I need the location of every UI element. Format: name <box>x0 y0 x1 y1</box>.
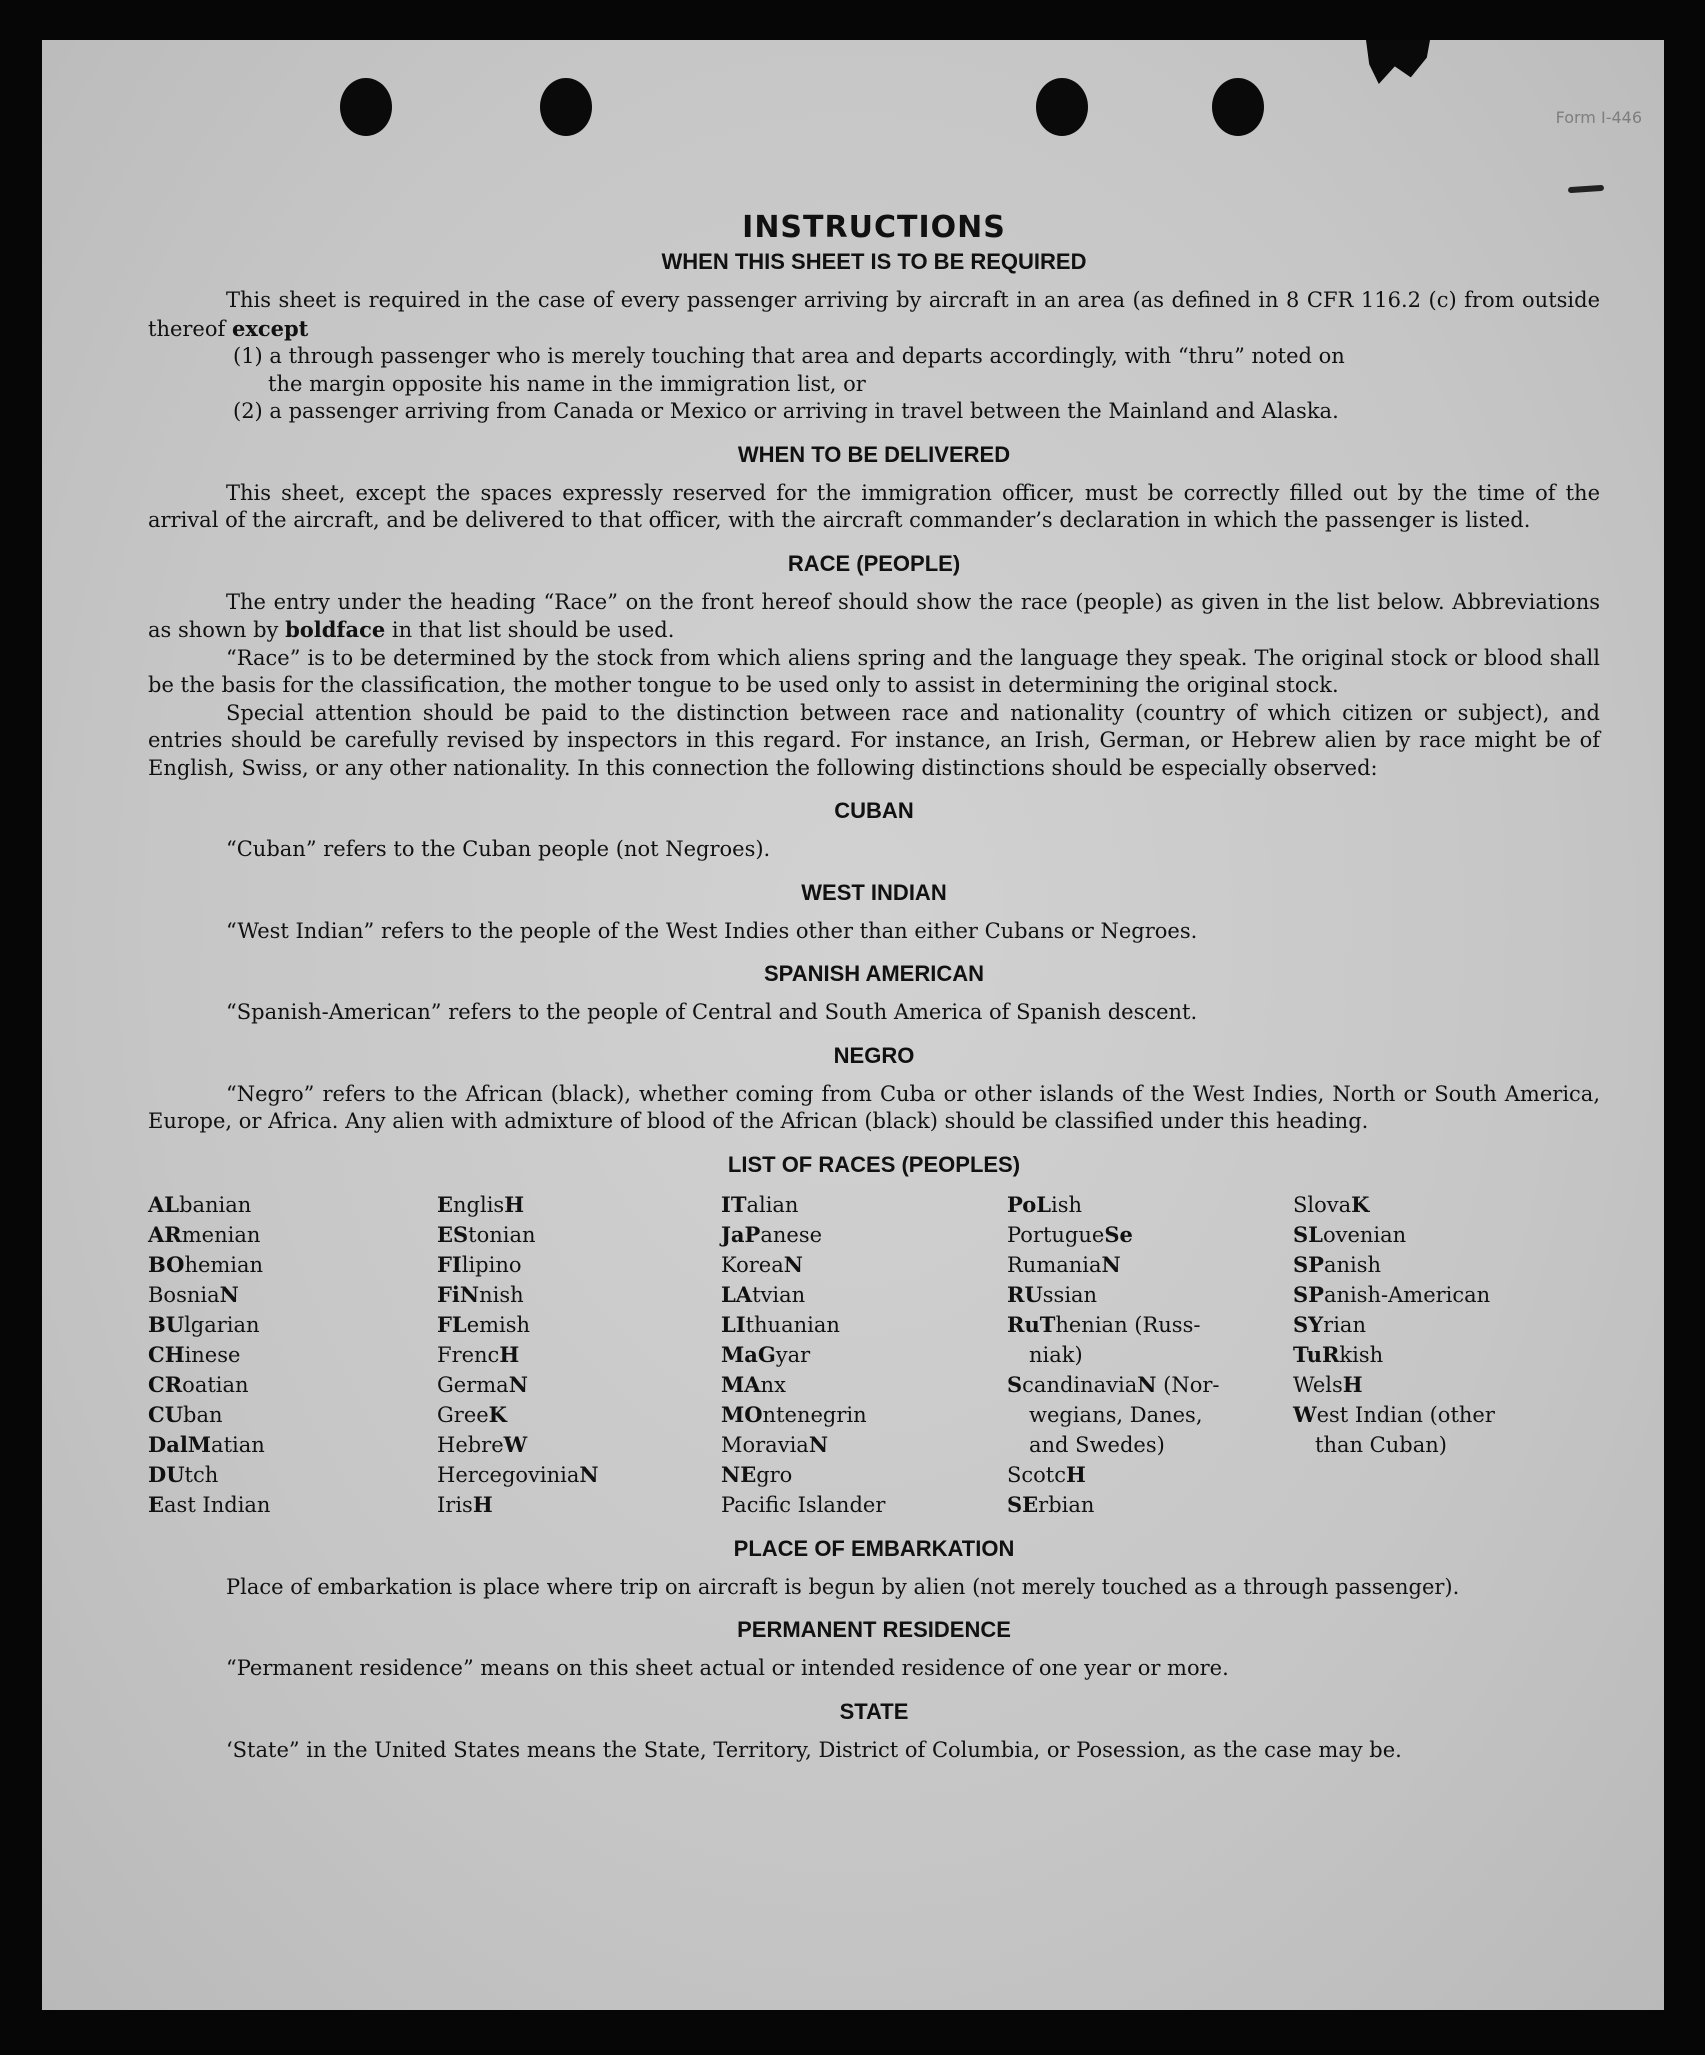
race-entry: ARmenian <box>148 1221 261 1247</box>
exception-item-1-cont: the margin opposite his name in the immigration list, or <box>268 371 866 396</box>
heading-negro: NEGRO <box>833 1042 915 1068</box>
race-entry: SErbian <box>1007 1491 1095 1517</box>
race-column <box>1293 1190 1593 1520</box>
race-entry: FiNnish <box>437 1281 524 1307</box>
instructions-content <box>148 210 1600 1764</box>
heading-residence: PERMANENT RESIDENCE <box>737 1617 1011 1642</box>
race-entry: MOntenegrin <box>721 1401 867 1427</box>
race-entry: RumaniaN <box>1007 1251 1121 1277</box>
race-entry: GermaN <box>437 1371 528 1397</box>
race-entry: SlovaK <box>1293 1191 1370 1217</box>
paragraph-when-required: This sheet is required in the case of every passenger arriving by aircraft in an area (as defined in 8 CFR 116.2 (c) from outside thereof except <box>148 288 1600 341</box>
race-entry: EStonian <box>437 1221 536 1247</box>
race-column <box>1007 1190 1293 1520</box>
race-entry: RuThenian (Russ- niak) <box>1007 1311 1201 1367</box>
exception-item-1: (1) a through passenger who is merely touching that area and departs accordingly, with “thru” noted on <box>233 344 1345 368</box>
race-entry: FrencH <box>437 1341 520 1367</box>
race-entry: IrisH <box>437 1491 493 1517</box>
heading-when-delivered: WHEN TO BE DELIVERED <box>737 441 1011 467</box>
paragraph-race-3: Special attention should be paid to the distinction between race and nationality (country of which citizen or subject), and entries should be carefully revised by inspectors in this regard. For instance, an Irish, German, or Hebrew alien by race might be of English, Swiss, or any other nationality. In this connection the following distinctions should be especially observed: <box>148 700 1600 780</box>
race-entry: SPanish-American <box>1293 1281 1491 1307</box>
race-entry: WelsH <box>1293 1371 1363 1397</box>
race-entry: ScandinaviaN (Nor- wegians, Danes, and Swedes) <box>1007 1371 1220 1457</box>
form-number: Form I-446 <box>1555 108 1642 127</box>
punch-hole <box>1036 78 1088 136</box>
race-entry: LAtvian <box>721 1281 806 1307</box>
race-entry: SLovenian <box>1293 1221 1407 1247</box>
heading-spanish-american: SPANISH AMERICAN <box>763 961 984 986</box>
pen-mark <box>1568 185 1604 193</box>
race-entry: CRoatian <box>148 1371 249 1397</box>
race-column <box>437 1190 721 1520</box>
race-entry: ALbanian <box>148 1191 252 1217</box>
race-entry: ITalian <box>721 1191 799 1217</box>
paragraph-residence: “Permanent residence” means on this sheet actual or intended residence of one year or more. <box>226 1656 1229 1680</box>
race-entry: MAnx <box>721 1371 786 1397</box>
heading-when-required: WHEN THIS SHEET IS TO BE REQUIRED <box>661 249 1087 274</box>
race-entry: LIthuanian <box>721 1311 840 1337</box>
race-entry: BOhemian <box>148 1251 264 1277</box>
race-entry: DalMatian <box>148 1431 265 1457</box>
heading-race: RACE (PEOPLE) <box>787 550 961 576</box>
heading-west-indian: WEST INDIAN <box>801 879 947 905</box>
race-entry: MoraviaN <box>721 1431 829 1457</box>
punch-hole <box>540 78 592 136</box>
race-entry: RUssian <box>1007 1281 1098 1307</box>
heading-state: STATE <box>839 1698 909 1724</box>
document-sheet <box>42 40 1664 2010</box>
paragraph-race-2: “Race” is to be determined by the stock from which aliens spring and the language they speak. The original stock or blood shall be the basis for the classification, the mother tongue to be used only to assist in determining the original stock. <box>148 645 1600 697</box>
heading-cuban: CUBAN <box>834 798 914 823</box>
race-list <box>148 1190 1600 1520</box>
race-entry: EnglisH <box>437 1191 525 1217</box>
paragraph-embarkation: Place of embarkation is place where trip on aircraft is begun by alien (not merely touched as a through passenger). <box>226 1574 1460 1599</box>
paper-tear <box>1366 40 1430 84</box>
race-entry: JaPanese <box>721 1221 823 1247</box>
race-entry: NEgro <box>721 1461 793 1487</box>
race-entry: FIlipino <box>437 1251 522 1277</box>
paragraph-race-1: The entry under the heading “Race” on the front hereof should show the race (people) as given in the list below. Abbreviations as shown by boldface in that list should be used. <box>148 589 1600 642</box>
race-entry: West Indian (other than Cuban) <box>1293 1401 1495 1457</box>
paragraph-negro: “Negro” refers to the African (black), whether coming from Cuba or other islands of the West Indies, North or South America, Europe, or Africa. Any alien with admixture of blood of the African (black) should be classified under this heading. <box>148 1081 1600 1133</box>
race-entry: Pacific Islander <box>721 1492 886 1517</box>
paragraph-cuban: “Cuban” refers to the Cuban people (not Negroes). <box>226 837 771 861</box>
race-entry: KoreaN <box>721 1251 803 1277</box>
heading-embarkation: PLACE OF EMBARKATION <box>733 1535 1015 1561</box>
race-entry: East Indian <box>148 1491 271 1517</box>
page-title: INSTRUCTIONS <box>742 210 1006 245</box>
race-entry: ScotcH <box>1007 1461 1086 1487</box>
race-entry: PortugueSe <box>1007 1221 1133 1247</box>
punch-hole <box>1212 78 1264 136</box>
race-entry: PoLish <box>1007 1191 1083 1217</box>
punch-hole <box>340 78 392 136</box>
race-entry: HebreW <box>437 1431 528 1457</box>
race-entry: FLemish <box>437 1311 531 1337</box>
race-column <box>721 1190 1007 1520</box>
heading-list-of-races: LIST OF RACES (PEOPLES) <box>727 1151 1021 1177</box>
race-entry: HercegoviniaN <box>437 1461 599 1487</box>
exception-item-2: (2) a passenger arriving from Canada or Mexico or arriving in travel between the Mainland and Alaska. <box>233 399 1339 423</box>
race-entry: TuRkish <box>1293 1341 1384 1367</box>
race-entry: BUlgarian <box>148 1311 260 1337</box>
paragraph-state: ‘State” in the United States means the State, Territory, District of Columbia, or Posession, as the case may be. <box>226 1737 1402 1762</box>
paragraph-spanish-american: “Spanish-American” refers to the people of Central and South America of Spanish descent. <box>226 1000 1198 1024</box>
race-entry: SPanish <box>1293 1251 1382 1277</box>
race-entry: GreeK <box>437 1401 507 1427</box>
race-entry: BosniaN <box>148 1281 239 1307</box>
paragraph-when-delivered: This sheet, except the spaces expressly reserved for the immigration officer, must be correctly filled out by the time of the arrival of the aircraft, and be delivered to that officer, with the aircraft commander’s declaration in which the passenger is listed. <box>148 480 1600 532</box>
race-entry: MaGyar <box>721 1341 811 1367</box>
race-entry: SYrian <box>1293 1311 1366 1337</box>
race-entry: DUtch <box>148 1461 219 1487</box>
race-entry: CUban <box>148 1401 223 1427</box>
paragraph-west-indian: “West Indian” refers to the people of the West Indies other than either Cubans or Negroes. <box>226 918 1198 943</box>
race-column <box>148 1190 437 1520</box>
race-entry: CHinese <box>148 1341 241 1367</box>
